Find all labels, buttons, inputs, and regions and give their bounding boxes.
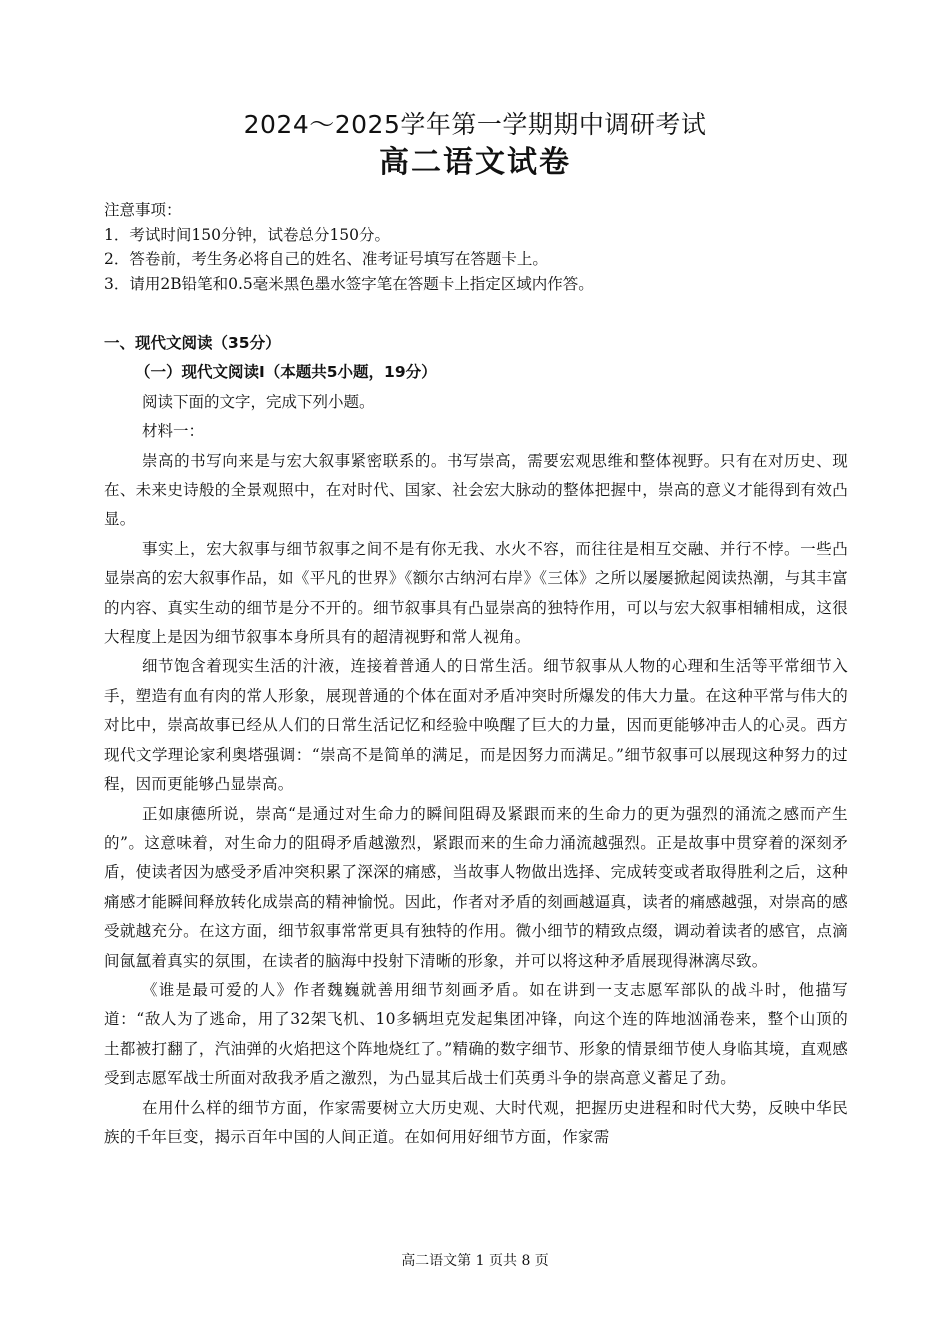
notes-item: 3．请用2B铅笔和0.5毫米黑色墨水签字笔在答题卡上指定区域内作答。 [104, 274, 594, 293]
notes-item: 1．考试时间150分钟，试卷总分150分。 [104, 225, 391, 244]
page-footer: 高二语文第 1 页共 8 页 [401, 1253, 549, 1269]
notes-block [104, 198, 864, 296]
paragraph: 崇高的书写向来是与宏大叙事紧密联系的。书写崇高，需要宏观思维和整体视野。只有在对历史、现在、未来史诗般的全景观照中，在对时代、国家、社会宏大脉动的整体把握中，崇高的意义才能得到有效凸显。 [104, 451, 848, 529]
exam-title: 2024～2025学年第一学期期中调研考试 [243, 110, 707, 139]
instruction-text: 阅读下面的文字，完成下列小题。 [142, 392, 375, 411]
paragraph: 《谁是最可爱的人》作者魏巍就善用细节刻画矛盾。如在讲到一支志愿军部队的战斗时，他描写道：“敌人为了逃命，用了32架飞机、10多辆坦克发起集团冲锋，向这个连的阵地汹涌卷来，整个山顶的土都被打翻了，汽油弹的火焰把这个阵地烧红了。”精确的数字细节、形象的情景细节使人身临其境，直观感受到志愿军战士所面对敌我矛盾之激烈，为凸显其后战士们英勇斗争的崇高意义蓄足了劲。 [104, 980, 848, 1088]
material-label: 材料一： [142, 422, 205, 441]
subsection-heading: （一）现代文阅读Ⅰ（本题共5小题，19分） [135, 363, 437, 382]
exam-subtitle: 高二语文试卷 [379, 145, 571, 180]
paragraph: 细节饱含着现实生活的汁液，连接着普通人的日常生活。细节叙事从人物的心理和生活等平常细节入手，塑造有血有肉的常人形象，展现普通的个体在面对矛盾冲突时所爆发的伟大力量。在这种平常与伟大的对比中，崇高故事已经从人们的日常生活记忆和经验中唤醒了巨大的力量，因而更能够冲击人的心灵。西方现代文学理论家利奥塔强调：“崇高不是简单的满足，而是因努力而满足。”细节叙事可以展现这种努力的过程，因而更能够凸显崇高。 [104, 657, 848, 794]
paragraph: 在用什么样的细节方面，作家需要树立大历史观、大时代观，把握历史进程和时代大势，反映中华民族的千年巨变，揭示百年中国的人间正道。在如何用好细节方面，作家需 [104, 1098, 848, 1146]
notes-item: 2．答卷前，考生务必将自己的姓名、准考证号填写在答题卡上。 [104, 250, 548, 268]
paragraph: 正如康德所说，崇高“是通过对生命力的瞬间阻碍及紧跟而来的生命力的更为强烈的涌流之感而产生的”。这意味着，对生命力的阻碍矛盾越激烈，紧跟而来的生命力涌流越强烈。正是故事中贯穿着的深刻矛盾，使读者因为感受矛盾冲突积累了深深的痛感，当故事人物做出选择、完成转变或者取得胜利之后，这种痛感才能瞬间释放转化成崇高的精神愉悦。因此，作者对矛盾的刻画越逼真，读者的痛感越强，对崇高的感受就越充分。在这方面，细节叙事常常更具有独特的作用。微小细节的精致点缀，调动着读者的感官，点滴间氤氲着真实的氛围，在读者的脑海中投射下清晰的形象，并可以将这种矛盾展现得淋漓尽致。 [104, 804, 848, 970]
paragraph: 事实上，宏大叙事与细节叙事之间不是有你无我、水火不容，而往往是相互交融、并行不悖。一些凸显崇高的宏大叙事作品，如《平凡的世界》《额尔古纳河右岸》《三体》之所以屡屡掀起阅读热潮，与其丰富的内容、真实生动的细节是分不开的。细节叙事具有凸显崇高的独特作用，可以与宏大叙事相辅相成，这很大程度上是因为细节叙事本身所具有的超清视野和常人视角。 [104, 539, 848, 647]
section-heading: 一、现代文阅读（35分） [104, 334, 281, 352]
notes-heading: 注意事项： [104, 201, 182, 219]
reading-section [104, 329, 848, 1152]
